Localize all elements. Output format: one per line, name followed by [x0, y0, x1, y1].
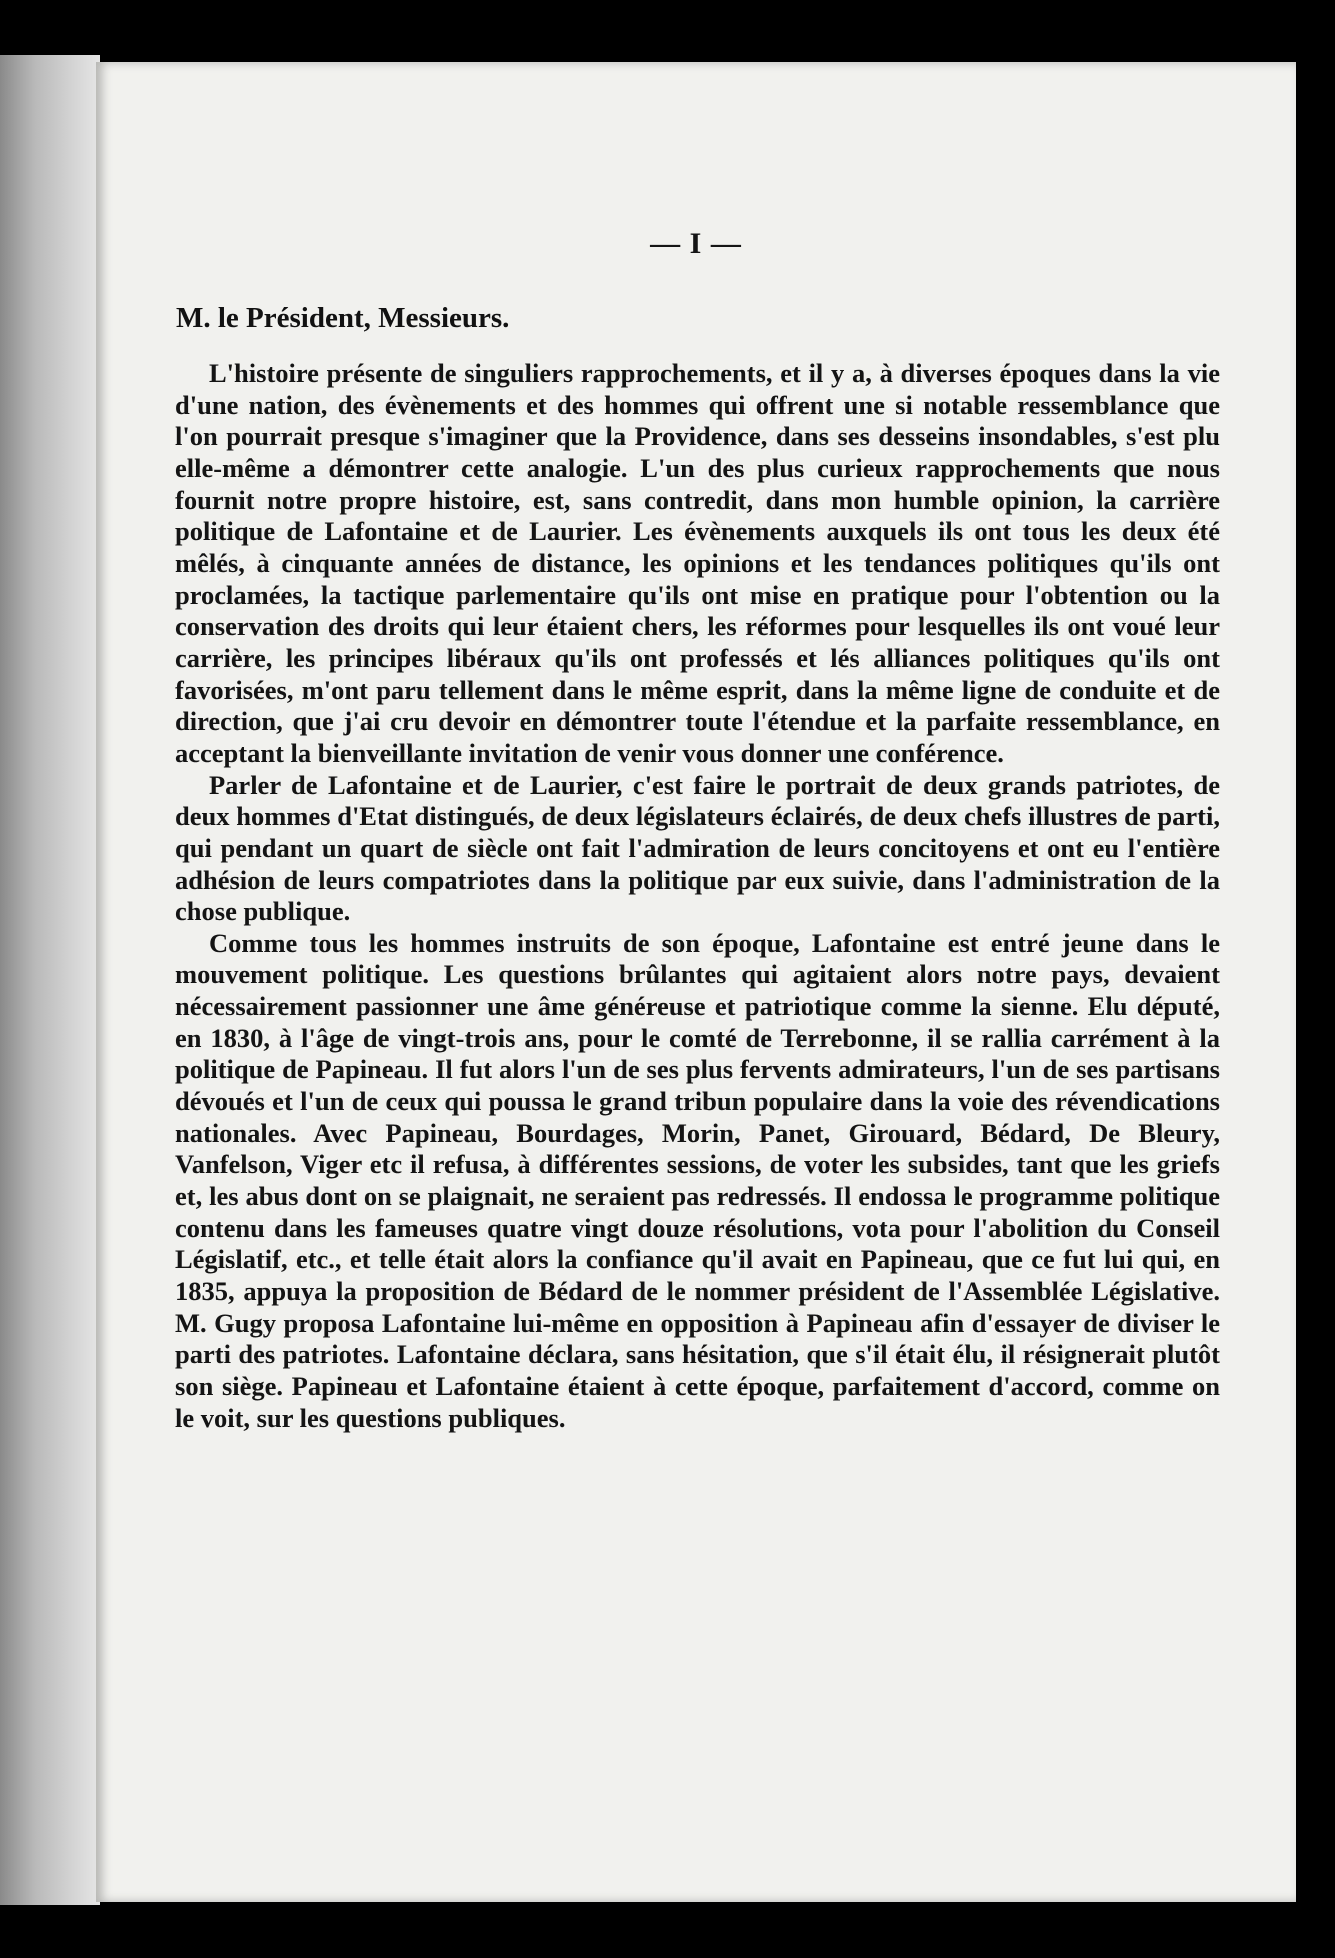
body-text — [175, 358, 1220, 1434]
page-number: — I — — [650, 227, 742, 260]
paragraph: L'histoire présente de singuliers rapprochements, et il y a, à diverses époques dans la vie d'une nation, des évènements et des hommes qui offrent une si notable ressemblance que l'on pourrait presque s'imaginer que la Providence, dans ses desseins insondables, s'est plu elle-même a démontrer cette analogie. L'un des plus curieux rapprochements que nous fournit notre propre histoire, est, sans contredit, dans mon humble opinion, la carrière politique de Lafontaine et de Laurier. Les évènements auxquels ils ont tous les deux été mêlés, à cinquante années de distance, les opinions et les tendances politiques qu'ils ont proclamées, la tactique parlementaire qu'ils ont mise en pratique pour l'obtention ou la conservation des droits qui leur étaient chers, les réformes pour lesquelles ils ont voué leur carrière, les principes libéraux qu'ils ont professés et lés alliances politiques qu'ils ont favorisées, m'ont paru tellement dans le même esprit, dans la même ligne de conduite et de direction, que j'ai cru devoir en démontrer toute l'étendue et la parfaite ressemblance, en acceptant la bienveillante invitation de venir vous donner une conférence. — [175, 358, 1220, 768]
scanned-page — [96, 62, 1296, 1902]
paragraph: Parler de Lafontaine et de Laurier, c'est faire le portrait de deux grands patriotes, de deux hommes d'Etat distingués, de deux législateurs éclairés, de deux chefs illustres de parti, qui pendant un quart de siècle ont fait l'admiration de leurs concitoyens et ont eu l'entière adhésion de leurs compatriotes dans la politique par eux suivie, dans l'administration de la chose publique. — [175, 769, 1220, 927]
salutation: M. le Président, Messieurs. — [176, 302, 510, 334]
paragraph: Comme tous les hommes instruits de son époque, Lafontaine est entré jeune dans le mouvement politique. Les questions brûlantes qui agitaient alors notre pays, devaient nécessairement passionner une âme généreuse et patriotique comme la sienne. Elu député, en 1830, à l'âge de vingt-trois ans, pour le comté de Terrebonne, il se rallia carrément à la politique de Papineau. Il fut alors l'un de ses plus fervents admirateurs, l'un de ses partisans dévoués et l'un de ceux qui poussa le grand tribun populaire dans la voie des révendications nationales. Avec Papineau, Bourdages, Morin, Panet, Girouard, Bédard, De Bleury, Vanfelson, Viger etc il refusa, à différentes sessions, de voter les subsides, tant que les griefs et, les abus dont on se plaignait, ne seraient pas redressés. Il endossa le programme politique contenu dans les fameuses quatre vingt douze résolutions, vota pour l'abolition du Conseil Législatif, etc., et telle était alors la confiance qu'il avait en Papineau, que ce fut lui qui, en 1835, appuya la proposition de Bédard de le nommer président de l'Assemblée Législative. M. Gugy proposa Lafontaine lui-même en opposition à Papineau afin d'essayer de diviser le parti des patriotes. Lafontaine déclara, sans hésitation, que s'il était élu, il résignerait plutôt son siège. Papineau et Lafontaine étaient à cette époque, parfaitement d'accord, comme on le voit, sur les questions publiques. — [175, 927, 1220, 1433]
book-spine — [0, 55, 100, 1905]
